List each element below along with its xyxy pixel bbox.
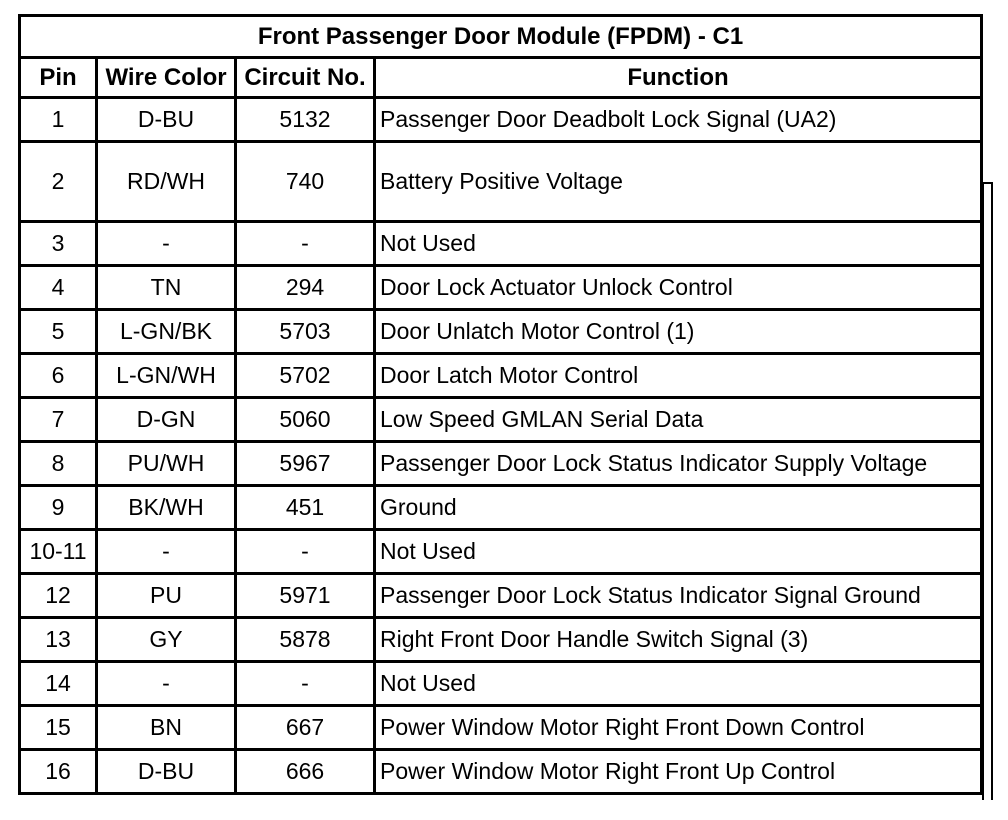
table-row	[20, 706, 982, 750]
circuit-cell: 740	[236, 142, 375, 222]
wire-color-cell: GY	[97, 618, 236, 662]
pin-cell: 14	[20, 662, 97, 706]
table-row	[20, 222, 982, 266]
wire-color-cell: L-GN/BK	[97, 310, 236, 354]
wire-color-cell: -	[97, 662, 236, 706]
wire-color-cell: PU/WH	[97, 442, 236, 486]
function-cell: Power Window Motor Right Front Up Control	[375, 750, 982, 794]
wire-color-cell: PU	[97, 574, 236, 618]
table-row	[20, 354, 982, 398]
circuit-cell: 5132	[236, 98, 375, 142]
circuit-cell: -	[236, 530, 375, 574]
circuit-cell: 5967	[236, 442, 375, 486]
pin-cell: 9	[20, 486, 97, 530]
pin-cell: 8	[20, 442, 97, 486]
function-cell: Power Window Motor Right Front Down Control	[375, 706, 982, 750]
circuit-cell: 5703	[236, 310, 375, 354]
function-cell: Ground	[375, 486, 982, 530]
function-cell: Passenger Door Lock Status Indicator Supply Voltage	[375, 442, 982, 486]
table-row	[20, 662, 982, 706]
pin-cell: 10-11	[20, 530, 97, 574]
wire-color-cell: TN	[97, 266, 236, 310]
header-pin: Pin	[20, 58, 97, 98]
table-row	[20, 266, 982, 310]
wire-color-cell: RD/WH	[97, 142, 236, 222]
function-cell: Battery Positive Voltage	[375, 142, 982, 222]
function-cell: Not Used	[375, 222, 982, 266]
connector-pinout-table	[18, 14, 983, 795]
table-row	[20, 442, 982, 486]
wire-color-cell: BN	[97, 706, 236, 750]
pin-cell: 1	[20, 98, 97, 142]
table-row	[20, 618, 982, 662]
header-function: Function	[375, 58, 982, 98]
function-cell: Door Unlatch Motor Control (1)	[375, 310, 982, 354]
circuit-cell: -	[236, 662, 375, 706]
wire-color-cell: D-GN	[97, 398, 236, 442]
wire-color-cell: BK/WH	[97, 486, 236, 530]
function-cell: Door Lock Actuator Unlock Control	[375, 266, 982, 310]
function-cell: Not Used	[375, 530, 982, 574]
pin-cell: 3	[20, 222, 97, 266]
function-cell: Passenger Door Deadbolt Lock Signal (UA2)	[375, 98, 982, 142]
circuit-cell: -	[236, 222, 375, 266]
wire-color-cell: D-BU	[97, 750, 236, 794]
pin-cell: 6	[20, 354, 97, 398]
circuit-cell: 5702	[236, 354, 375, 398]
table-row	[20, 750, 982, 794]
circuit-cell: 294	[236, 266, 375, 310]
function-cell: Passenger Door Lock Status Indicator Signal Ground	[375, 574, 982, 618]
table-row	[20, 574, 982, 618]
table-title: Front Passenger Door Module (FPDM) - C1	[20, 16, 982, 58]
pin-cell: 13	[20, 618, 97, 662]
pin-cell: 15	[20, 706, 97, 750]
function-cell: Not Used	[375, 662, 982, 706]
table-title-row	[20, 16, 982, 58]
page-edge-bracket	[982, 182, 993, 800]
table-row	[20, 398, 982, 442]
function-cell: Door Latch Motor Control	[375, 354, 982, 398]
circuit-cell: 5971	[236, 574, 375, 618]
circuit-cell: 451	[236, 486, 375, 530]
function-cell: Right Front Door Handle Switch Signal (3)	[375, 618, 982, 662]
pin-cell: 2	[20, 142, 97, 222]
wire-color-cell: L-GN/WH	[97, 354, 236, 398]
header-wire-color: Wire Color	[97, 58, 236, 98]
function-cell: Low Speed GMLAN Serial Data	[375, 398, 982, 442]
table-header-row	[20, 58, 982, 98]
pin-cell: 4	[20, 266, 97, 310]
circuit-cell: 5060	[236, 398, 375, 442]
table-row	[20, 486, 982, 530]
table-row	[20, 142, 982, 222]
pin-cell: 12	[20, 574, 97, 618]
circuit-cell: 667	[236, 706, 375, 750]
table-row	[20, 530, 982, 574]
wire-color-cell: -	[97, 530, 236, 574]
header-circuit-no: Circuit No.	[236, 58, 375, 98]
pin-cell: 5	[20, 310, 97, 354]
table-row	[20, 310, 982, 354]
circuit-cell: 666	[236, 750, 375, 794]
pin-cell: 7	[20, 398, 97, 442]
wire-color-cell: D-BU	[97, 98, 236, 142]
table-row	[20, 98, 982, 142]
pin-cell: 16	[20, 750, 97, 794]
circuit-cell: 5878	[236, 618, 375, 662]
wire-color-cell: -	[97, 222, 236, 266]
